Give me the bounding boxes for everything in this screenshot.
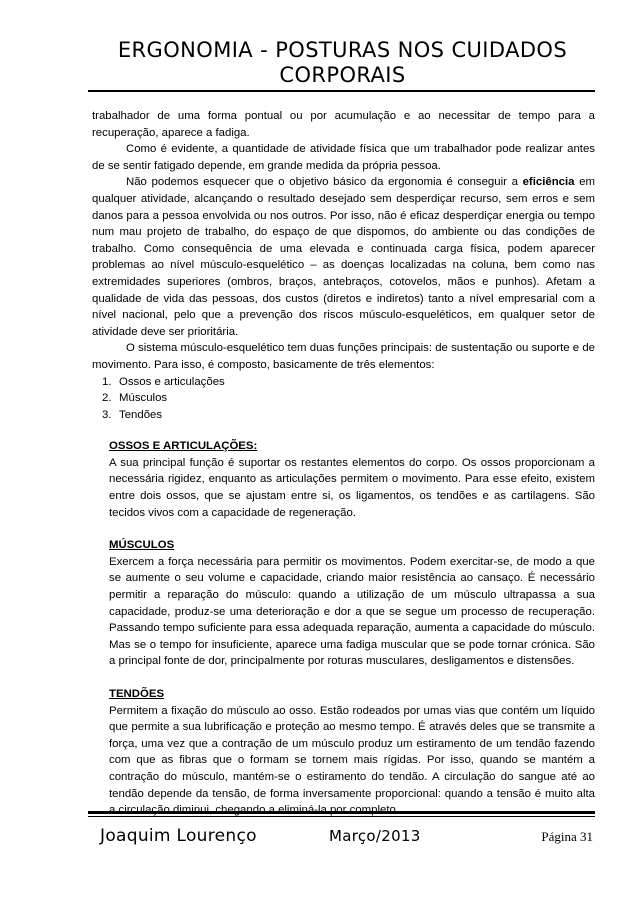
list-item <box>92 407 595 424</box>
section-text-ossos: A sua principal função é suportar os restantes elementos do corpo. Os ossos proporcionam a necessária rigidez, enquanto as articulações permitem o movimento. Para esse efeito, existem entre dois ossos, que se ajustam entre si, os ligamentos, os tendões e as cartilagens. São tecidos vivos com a capacidade de regeneração. <box>109 456 595 519</box>
list-item-number: 1. <box>102 375 112 388</box>
list-item-text: Ossos e articulações <box>119 375 225 388</box>
page-footer <box>92 824 595 848</box>
keyword-eficiencia: eficiência <box>522 176 575 189</box>
footer-rule-thick <box>88 811 595 814</box>
header-title-line1: ERGONOMIA - POSTURAS NOS CUIDADOS <box>117 38 568 62</box>
elements-list <box>92 374 595 424</box>
paragraph-efficiency-start: Não podemos esquecer que o objetivo básico da ergonomia é conseguir a <box>126 176 523 189</box>
list-item <box>92 390 595 407</box>
header-title-line2: CORPORAIS <box>279 63 406 87</box>
page-body <box>92 108 595 819</box>
paragraph-fatigue: Como é evidente, a quantidade de atividade física que um trabalhador pode realizar antes de se sentir fatigado depende, em grande medida da própria pessoa. <box>92 143 595 172</box>
paragraph-intro: trabalhador de uma forma pontual ou por acumulação e ao necessitar de tempo para a recuperação, aparece a fadiga. <box>92 110 595 139</box>
list-item <box>92 374 595 391</box>
section-text-musculos: Exercem a força necessária para permitir os movimentos. Podem exercitar-se, de modo a que se aumente o seu volume e capacidade, criando maior resistência ao cansaço. É necessário permitir a reparação do músculo: quando a utilização de um músculo ultrapassa a sua capacidade, produz-se uma deterioração e dor a que se segue um processo de recuperação. Passando tempo suficiente para essa adequada reparação, aumenta a capacidade do músculo. Mas se o tempo for insuficiente, aparece uma fadiga muscular que se pode tornar crónica. São a principal fonte de dor, principalmente por roturas musculares, desligamentos e distensões. <box>109 555 595 668</box>
section-text-tendoes: Permitem a fixação do músculo ao osso. Estão rodeados por umas vias que contém um líquido que permite a sua lubrificação e proteção ao mesmo tempo. É através deles que se transmite a força, uma vez que a contração de um músculo produz um estiramento de um tendão fazendo com que as fibras que o formam se tornem mais rígidas. Por isso, quando se mantém a contração do músculo, mantém-se o estiramento do tendão. A circulação do sangue até ao tendão depende da tensão, de forma inversamente proporcional: quando a tensão é muito alta a circulação diminui, chegando a eliminá-la por completo. <box>109 704 595 817</box>
paragraph-efficiency-rest: em qualquer atividade, alcançando o resultado desejado sem desperdiçar recurso, sem erros e sem danos para a pessoa envolvida ou nos outros. Por isso, não é eficaz desperdiçar energia ou tempo num mau projeto de trabalho, do espaço de que dispomos, do ambiente ou das condições de trabalho. Como consequência de uma elevada e continuada carga física, podem aparecer problemas ao nível músculo-esquelético – as doenças localizadas na coluna, bem como nas extremidades superiores (ombros, braços, antebraços, cotovelos, mãos e punhos). Afetam a qualidade de vida das pessoas, dos custos (diretos e indiretos) tanto a nível empresarial com a nível nacional, pelo que a prevenção dos riscos músculo-esqueléticos, em qualquer setor de atividade deve ser prioritária. <box>92 176 595 338</box>
section-title-tendoes: TENDÕES <box>109 688 165 700</box>
paragraph-efficiency <box>92 174 595 340</box>
section-title-ossos: OSSOS E ARTICULAÇÕES: <box>109 440 258 453</box>
page-header <box>90 38 595 88</box>
footer-date: Março/2013 <box>329 827 421 845</box>
list-item-text: Músculos <box>119 392 168 405</box>
list-item-number: 3. <box>102 408 112 421</box>
section-title-musculos: MÚSCULOS <box>109 539 175 552</box>
list-item-number: 2. <box>102 392 112 405</box>
footer-author: Joaquim Lourenço <box>100 826 257 846</box>
footer-rule-thin <box>88 816 595 817</box>
header-rule <box>88 90 595 92</box>
footer-page-number: Página 31 <box>541 829 593 844</box>
paragraph-system: O sistema músculo-esquelético tem duas funções principais: de sustentação ou suporte e de movimento. Para isso, é composto, basicamente de três elementos: <box>92 342 595 371</box>
list-item-text: Tendões <box>119 408 163 421</box>
